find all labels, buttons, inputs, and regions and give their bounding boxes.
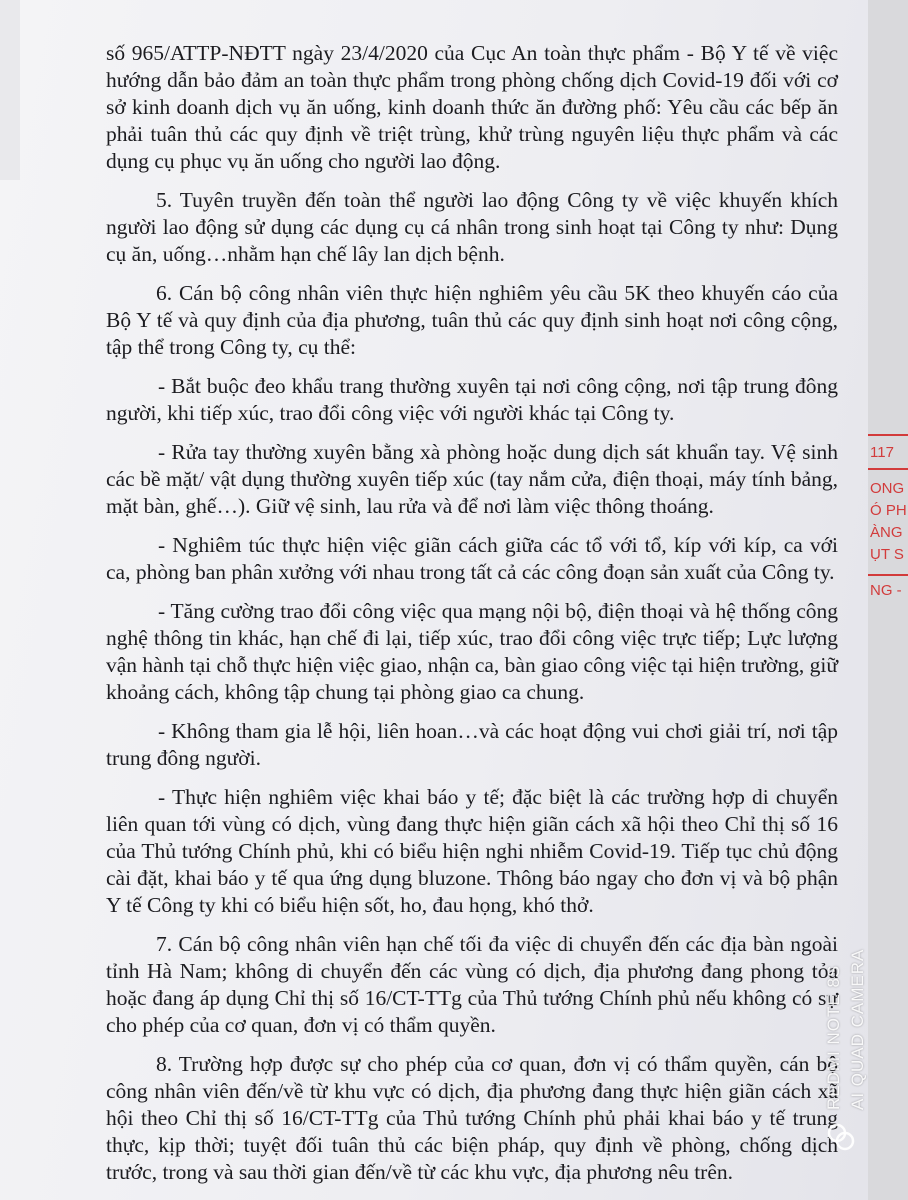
stamp-border-line bbox=[868, 574, 908, 576]
stamp-text: ONG bbox=[870, 480, 905, 497]
camera-watermark bbox=[806, 910, 876, 1160]
camera-logo-icon bbox=[826, 1122, 856, 1152]
watermark-camera: AI QUAD CAMERA bbox=[848, 948, 867, 1110]
bullet-paragraph: - Rửa tay thường xuyên bằng xà phòng hoặc dung dịch sát khuẩn tay. Vệ sinh các bề mặt/ vật dụng thường xuyên tiếp xúc (tay nắm cửa, điện thoại, máy tính bảng, mặt bàn, ghế…). Giữ vệ sinh, lau rửa và để nơi làm việc thông thoáng. bbox=[106, 440, 838, 518]
watermark-model: REDMI NOTE 8S bbox=[824, 964, 843, 1110]
paragraph-item-6: 6. Cán bộ công nhân viên thực hiện nghiêm yêu cầu 5K theo khuyến cáo của Bộ Y tế và quy định của địa phương, tuân thủ các quy định sinh hoạt nơi công cộng, tập thể trong Công ty, cụ thể: bbox=[106, 281, 838, 359]
stamp-text: ỤT S bbox=[870, 546, 904, 563]
document-body bbox=[106, 40, 838, 1198]
bullet-paragraph: - Thực hiện nghiêm việc khai báo y tế; đặc biệt là các trường hợp di chuyển liên quan tới vùng có dịch, vùng đang thực hiện giãn cách xã hội theo Chỉ thị số 16 của Thủ tướng Chính phủ, khi có biểu hiện nghi nhiễm Covid-19. Tiếp tục chủ động cài đặt, khai báo y tế qua ứng dụng bluzone. Thông báo ngay cho đơn vị và bộ phận Y tế Công ty khi có biểu hiện sốt, ho, đau họng, khó thở. bbox=[106, 785, 838, 917]
stamp-border-line bbox=[868, 434, 908, 436]
page-edge-shadow bbox=[0, 0, 20, 180]
stamp-border-line bbox=[868, 468, 908, 470]
stamp-text: ÀNG bbox=[870, 524, 903, 541]
paragraph-item-5: 5. Tuyên truyền đến toàn thể người lao động Công ty về việc khuyến khích người lao động sử dụng các dụng cụ cá nhân trong sinh hoạt tại Công ty như: Dụng cụ ăn, uống…nhằm hạn chế lây lan dịch bệnh. bbox=[106, 188, 838, 266]
stamp-text: Ó PH bbox=[870, 502, 907, 519]
bullet-paragraph: - Nghiêm túc thực hiện việc giãn cách giữa các tổ với tổ, kíp với kíp, ca với ca, phòng ban phân xưởng với nhau trong tất cả các công đoạn sản xuất của Công ty. bbox=[106, 533, 838, 584]
paragraph-item-8: 8. Trường hợp được sự cho phép của cơ quan, đơn vị có thẩm quyền, cán bộ công nhân viên đến/về từ khu vực có dịch, địa phương đang thực hiện giãn cách xã hội theo Chỉ thị số 16/CT-TTg của Thủ tướng Chính phủ phải khai báo y tế trung thực, kịp thời; tuyệt đối tuân thủ các biện pháp, quy định về phòng, chống dịch trước, trong và sau thời gian đến/về từ các khu vực, địa phương nêu trên. bbox=[106, 1052, 838, 1184]
stamp-text: NG - bbox=[870, 582, 902, 599]
bullet-paragraph: - Không tham gia lễ hội, liên hoan…và các hoạt động vui chơi giải trí, nơi tập trung đông người. bbox=[106, 719, 838, 770]
paragraph: số 965/ATTP-NĐTT ngày 23/4/2020 của Cục An toàn thực phẩm - Bộ Y tế về việc hướng dẫn bảo đảm an toàn thực phẩm trong phòng chống dịch Covid-19 đối với cơ sở kinh doanh dịch vụ ăn uống, kinh doanh thức ăn đường phố: Yêu cầu các bếp ăn phải tuân thủ các quy định về triệt trùng, khử trùng nguyên liệu thực phẩm và các dụng cụ phục vụ ăn uống cho người lao động. bbox=[106, 41, 838, 173]
red-stamp-fragment bbox=[868, 420, 907, 610]
bullet-paragraph: - Tăng cường trao đổi công việc qua mạng nội bộ, điện thoại và hệ thống công nghệ thông tin khác, hạn chế đi lại, tiếp xúc, trao đổi công việc trực tiếp; Lực lượng vận hành tại chỗ thực hiện việc giao, nhận ca, bàn giao công việc tại hiện trường, giữ khoảng cách, không tập chung tại phòng giao ca chung. bbox=[106, 599, 838, 704]
bullet-paragraph: - Bắt buộc đeo khẩu trang thường xuyên tại nơi công cộng, nơi tập trung đông người, khi tiếp xúc, trao đổi công việc với người khác tại Công ty. bbox=[106, 374, 838, 425]
stamp-text: 117 bbox=[870, 444, 894, 461]
paragraph-item-7: 7. Cán bộ công nhân viên hạn chế tối đa việc di chuyển đến các địa bàn ngoài tỉnh Hà Nam; không di chuyển đến các vùng có dịch, địa phương đang phong tỏa hoặc đang áp dụng Chỉ thị số 16/CT-TTg của Thủ tướng Chính phủ nếu không có sự cho phép của cơ quan, đơn vị có thẩm quyền. bbox=[106, 932, 838, 1037]
